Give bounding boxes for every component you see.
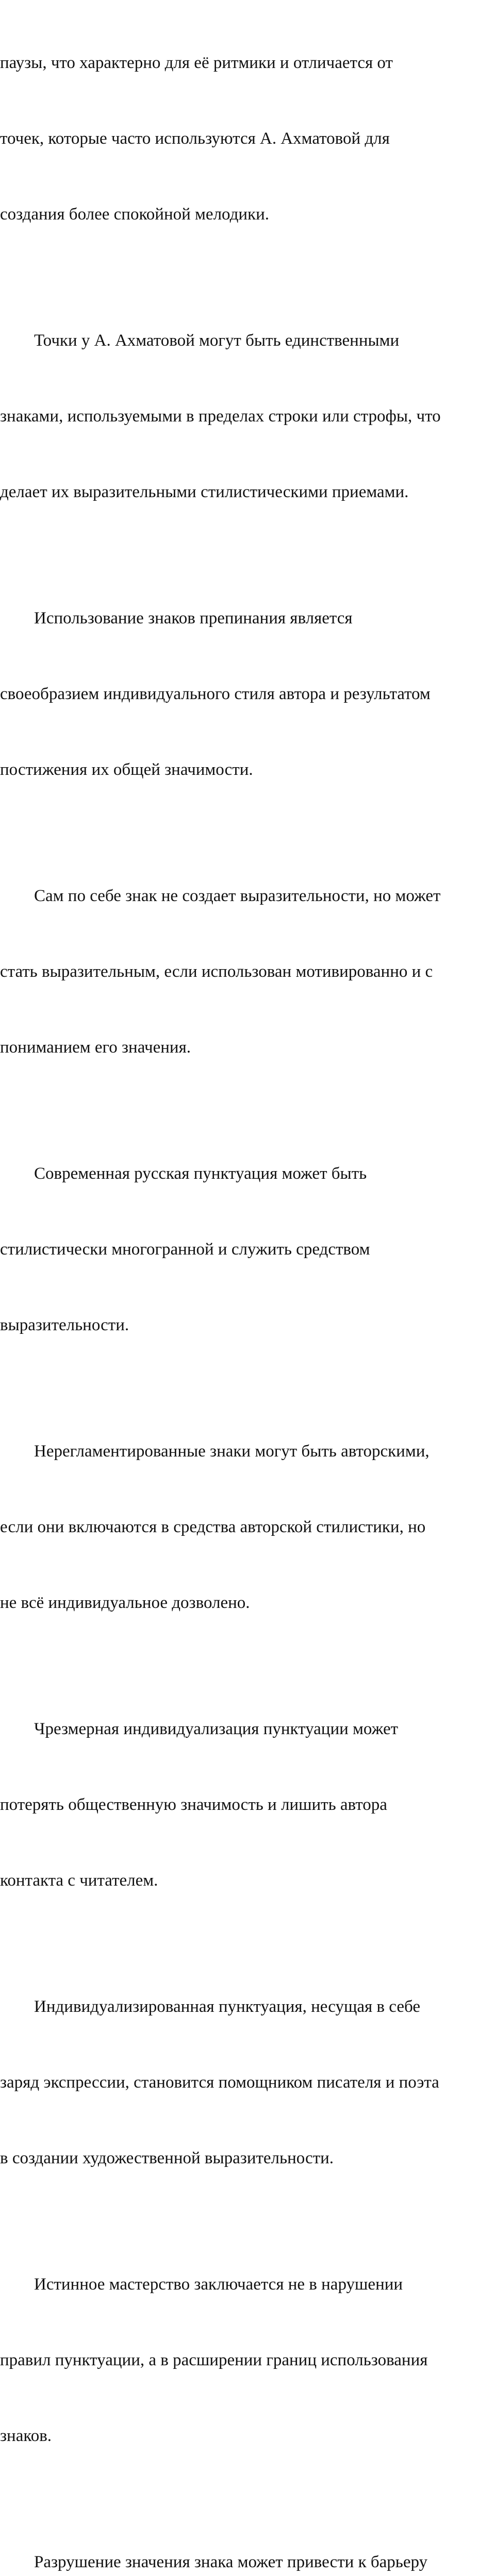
text-line: в создании художественной выразительности. bbox=[0, 2149, 334, 2167]
text-line: создания более спокойной мелодики. bbox=[0, 205, 269, 224]
text-line: постижения их общей значимости. bbox=[0, 760, 253, 779]
text-line: выразительности. bbox=[0, 1316, 129, 1334]
text-line: Сам по себе знак не создает выразительности, но может bbox=[0, 887, 441, 905]
text-line: Нерегламентированные знаки могут быть авторскими, bbox=[0, 1442, 430, 1461]
text-line: Точки у А. Ахматовой могут быть единственными bbox=[0, 331, 400, 350]
text-line: не всё индивидуальное дозволено. bbox=[0, 1594, 250, 1612]
paragraph bbox=[0, 0, 495, 278]
paragraph bbox=[0, 1111, 495, 1388]
text-line: Разрушение значения знака может привести к барьеру bbox=[0, 2553, 428, 2571]
paragraph bbox=[0, 1944, 495, 2222]
text-line: Чрезмерная индивидуализация пунктуации может bbox=[0, 1720, 399, 1738]
text-line: Современная русская пунктуация может быть bbox=[0, 1164, 367, 1183]
text-line: паузы, что характерно для её ритмики и отличается от bbox=[0, 54, 393, 72]
text-line: потерять общественную значимость и лишить автора bbox=[0, 1795, 387, 1814]
text-line: пониманием его значения. bbox=[0, 1038, 191, 1057]
text-line: правил пунктуации, а в расширении границ использования bbox=[0, 2351, 428, 2369]
paragraph bbox=[0, 1388, 495, 1666]
paragraph bbox=[0, 2499, 495, 2576]
text-line: точек, которые часто используются А. Ахматовой для bbox=[0, 129, 390, 148]
text-line: если они включаются в средства авторской стилистики, но bbox=[0, 1518, 426, 1536]
text-line: Использование знаков препинания является bbox=[0, 609, 353, 628]
text-line: стилистически многогранной и служить средством bbox=[0, 1240, 370, 1259]
text-line: Истинное мастерство заключается не в нарушении bbox=[0, 2275, 403, 2294]
text-line: своеобразием индивидуального стиля автора и результатом bbox=[0, 685, 431, 703]
text-line: заряд экспрессии, становится помощником писателя и поэта bbox=[0, 2073, 439, 2092]
text-line: стать выразительным, если использован мотивированно и с bbox=[0, 962, 433, 981]
paragraph bbox=[0, 278, 495, 555]
text-line: контакта с читателем. bbox=[0, 1871, 158, 1890]
paragraph bbox=[0, 1666, 495, 1944]
text-line: знаками, используемыми в пределах строки или строфы, что bbox=[0, 407, 441, 426]
paragraph bbox=[0, 555, 495, 833]
text-line: Индивидуализированная пунктуация, несущая в себе bbox=[0, 1997, 420, 2016]
text-line: знаков. bbox=[0, 2427, 52, 2445]
paragraph bbox=[0, 833, 495, 1111]
paragraph bbox=[0, 2222, 495, 2499]
text-line: делает их выразительными стилистическими приемами. bbox=[0, 483, 409, 501]
